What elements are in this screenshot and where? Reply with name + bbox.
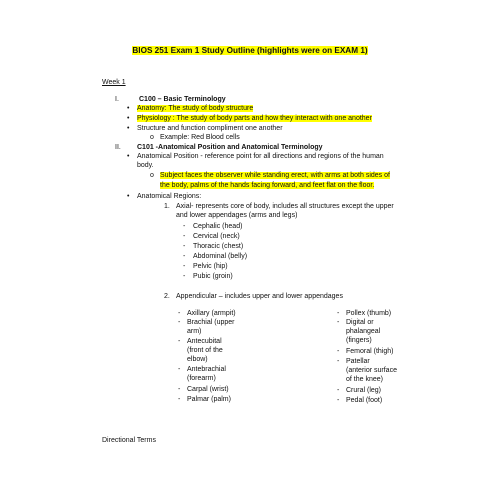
section-numeral: II.	[115, 144, 121, 151]
list-number: 1.	[164, 203, 170, 210]
region-item-continuation: phalangeal	[346, 328, 381, 335]
region-item-continuation: elbow)	[187, 356, 208, 363]
region-item: Thoracic (chest)	[193, 243, 244, 250]
section-heading: C101 -Anatomical Position and Anatomical Terminology	[137, 144, 323, 151]
list-number: 2.	[164, 293, 170, 300]
outline-item: Structure and function compliment one another	[137, 125, 283, 132]
dash-bullet-icon: -	[183, 243, 186, 250]
circle-bullet-icon: o	[150, 134, 154, 141]
bullet-icon: •	[127, 125, 130, 132]
outline-item: Anatomical Position - reference point for all directions and regions of the human	[137, 153, 384, 160]
region-item: Pedal (foot)	[346, 397, 383, 404]
region-item: Antebrachial	[187, 366, 226, 373]
dash-bullet-icon: -	[337, 397, 340, 404]
dash-bullet-icon: -	[183, 233, 186, 240]
dash-bullet-icon: -	[337, 358, 340, 365]
region-item: Pollex (thumb)	[346, 310, 392, 317]
region-item: Crural (leg)	[346, 387, 382, 394]
axial-text: Axial- represents core of body, includes all structures except the upper	[176, 203, 394, 210]
region-item: Antecubital	[187, 338, 222, 345]
dash-bullet-icon: -	[337, 348, 340, 355]
outline-item: Physiology : The study of body parts and how they interact with one another	[137, 115, 372, 122]
dash-bullet-icon: -	[178, 310, 181, 317]
region-item: Abdominal (belly)	[193, 253, 248, 260]
region-item: Cephalic (head)	[193, 223, 243, 230]
region-item: Femoral (thigh)	[346, 348, 394, 355]
dash-bullet-icon: -	[178, 386, 181, 393]
dash-bullet-icon: -	[337, 387, 340, 394]
dash-bullet-icon: -	[183, 263, 186, 270]
bullet-icon: •	[127, 193, 130, 200]
bullet-icon: •	[127, 105, 130, 112]
section-numeral: I.	[115, 96, 119, 103]
region-item-continuation: arm)	[187, 328, 202, 335]
bullet-icon: •	[127, 153, 130, 160]
outline-subitem: Subject faces the observer while standing erect, with arms at both sides of	[160, 172, 390, 179]
dash-bullet-icon: -	[178, 396, 181, 403]
outline-subitem: Example: Red Blood cells	[160, 134, 240, 141]
appendicular-text: Appendicular – includes upper and lower appendages	[176, 293, 343, 300]
circle-bullet-icon: o	[150, 172, 154, 179]
dash-bullet-icon: -	[337, 310, 340, 317]
bullet-icon: •	[127, 115, 130, 122]
outline-item: Anatomical Regions:	[137, 193, 202, 200]
axial-text-continuation: and lower appendages (arms and legs)	[176, 212, 298, 219]
region-item: Digital or	[346, 319, 374, 326]
dash-bullet-icon: -	[183, 273, 186, 280]
dash-bullet-icon: -	[178, 319, 181, 326]
directional-terms-heading: Directional Terms	[102, 437, 156, 444]
region-item: Cervical (neck)	[193, 233, 240, 240]
dash-bullet-icon: -	[178, 366, 181, 373]
region-item-continuation: of the knee)	[346, 376, 383, 383]
region-item-continuation: (fingers)	[346, 337, 372, 344]
dash-bullet-icon: -	[337, 319, 340, 326]
dash-bullet-icon: -	[183, 253, 186, 260]
outline-subitem-continuation: the body, palms of the hands facing forward, and feet flat on the floor.	[160, 182, 375, 189]
region-item: Pubic (groin)	[193, 273, 233, 280]
dash-bullet-icon: -	[178, 338, 181, 345]
region-item: Palmar (palm)	[187, 396, 231, 403]
region-item-continuation: (forearm)	[187, 375, 216, 382]
section-heading: C100 – Basic Terminology	[139, 96, 226, 103]
region-item: Brachial (upper	[187, 319, 235, 326]
region-item: Axillary (armpit)	[187, 310, 236, 317]
outline-item-continuation: body.	[137, 162, 154, 169]
region-item-continuation: (front of the	[187, 347, 223, 354]
region-item: Pelvic (hip)	[193, 263, 228, 270]
dash-bullet-icon: -	[183, 223, 186, 230]
region-item: Carpal (wrist)	[187, 386, 229, 393]
document-title: BIOS 251 Exam 1 Study Outline (highlights were on EXAM 1)	[132, 46, 368, 55]
outline-item: Anatomy: The study of body structure	[137, 105, 254, 112]
region-item: Patellar	[346, 358, 370, 365]
week-heading: Week 1	[102, 79, 126, 86]
region-item-continuation: (anterior surface	[346, 367, 397, 374]
